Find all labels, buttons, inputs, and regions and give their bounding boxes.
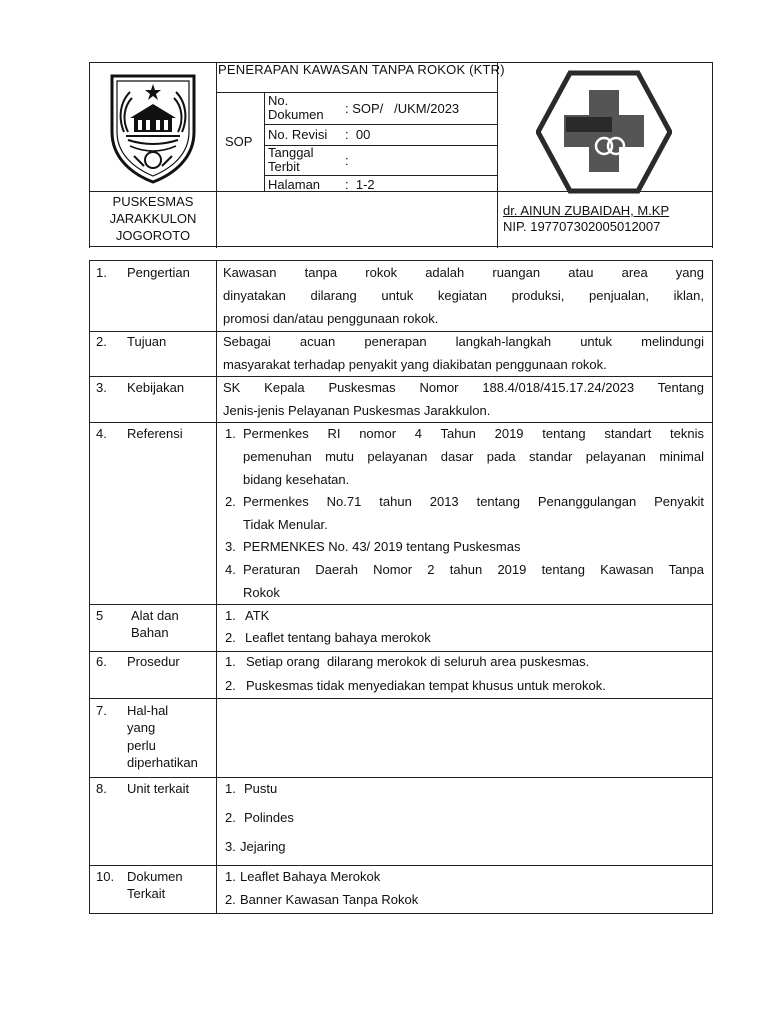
- row-content-line: masyarakat terhadap penyakit yang diakibatan penggunaan rokok.: [223, 357, 607, 372]
- regional-emblem-logo: [104, 70, 202, 186]
- row-content-line: promosi dan/atau penggunaan rokok.: [223, 311, 439, 326]
- row-label: Dokumen: [127, 869, 183, 884]
- list-item-number: 1.: [225, 608, 236, 623]
- list-item-number: 2.: [225, 630, 236, 645]
- meta-label-halaman: Halaman: [268, 177, 321, 192]
- row-content-line: dinyatakan dilarang untuk kegiatan produksi, penjualan, iklan,: [223, 288, 704, 303]
- list-item-text: Leaflet Bahaya Merokok: [240, 869, 381, 884]
- list-item-line: PERMENKES No. 43/ 2019 tentang Puskesmas: [243, 539, 521, 554]
- row-label: Referensi: [127, 426, 183, 441]
- row-number: 3.: [96, 380, 107, 395]
- row-number: 2.: [96, 334, 107, 349]
- list-item-number: 3.: [225, 839, 236, 854]
- row-number: 5: [96, 608, 104, 623]
- row-content-line: Kawasan tanpa rokok adalah ruangan atau area yang: [223, 265, 704, 280]
- row-label: Prosedur: [127, 654, 180, 669]
- row-number: 10.: [96, 869, 115, 884]
- row-label: perlu: [127, 738, 156, 753]
- list-item-line: Peraturan Daerah Nomor 2 tahun 2019 tentang Kawasan Tanpa: [243, 562, 704, 577]
- org-name-line-3: JOGOROTO: [115, 228, 191, 243]
- list-item-number: 1.: [225, 654, 236, 669]
- list-item-text: ATK: [245, 608, 270, 623]
- signer-nip: NIP. 197707302005012007: [503, 219, 661, 234]
- row-number: 6.: [96, 654, 107, 669]
- row-number: 7.: [96, 703, 107, 718]
- document-title: PENERAPAN KAWASAN TANPA ROKOK (KTR): [218, 62, 505, 77]
- list-item-text: Puskesmas tidak menyediakan tempat khusus untuk merokok.: [246, 678, 606, 693]
- list-item-text: Polindes: [244, 810, 294, 825]
- list-item-line: Permenkes RI nomor 4 Tahun 2019 tentang standart teknis: [243, 426, 704, 441]
- row-label: Kebijakan: [127, 380, 185, 395]
- list-item-line: Tidak Menular.: [243, 517, 328, 532]
- list-item-line: bidang kesehatan.: [243, 472, 350, 487]
- list-item-number: 1.: [225, 869, 236, 884]
- org-name-line-2: JARAKKULON: [109, 211, 197, 226]
- row-number: 4.: [96, 426, 107, 441]
- list-item-number: 2.: [225, 678, 236, 693]
- list-item-number: 4.: [225, 562, 236, 577]
- meta-value-halaman: : 1-2: [345, 177, 375, 192]
- list-item-number: 2.: [225, 810, 236, 825]
- row-label: Tujuan: [127, 334, 167, 349]
- list-item-line: Permenkes No.71 tahun 2013 tentang Penanggulangan Penyakit: [243, 494, 704, 509]
- list-item-text: Setiap orang dilarang merokok di seluruh area puskesmas.: [246, 654, 590, 669]
- list-item-line: Rokok: [243, 585, 280, 600]
- meta-label-no-dokumen: No. Dokumen: [268, 93, 324, 122]
- row-label: Pengertian: [127, 265, 190, 280]
- puskesmas-logo: [536, 70, 672, 194]
- row-label: Hal-hal: [127, 703, 169, 718]
- row-label: Terkait: [127, 886, 166, 901]
- list-item-number: 1.: [225, 781, 236, 796]
- list-item-text: Jejaring: [240, 839, 286, 854]
- row-label: Bahan: [131, 625, 169, 640]
- list-item-number: 2.: [225, 892, 236, 907]
- signer-name: dr. AINUN ZUBAIDAH, M.KP: [503, 203, 670, 218]
- row-content-line: SK Kepala Puskesmas Nomor 188.4/018/415.17.24/2023 Tentang: [223, 380, 704, 395]
- list-item-number: 2.: [225, 494, 236, 509]
- list-item-number: 1.: [225, 426, 236, 441]
- meta-value-no-revisi: : 00: [345, 127, 371, 142]
- meta-value-tanggal-terbit: :: [345, 153, 349, 168]
- row-number: 1.: [96, 265, 107, 280]
- list-item-text: Pustu: [244, 781, 278, 796]
- row-label: diperhatikan: [127, 755, 198, 770]
- meta-label-no-revisi: No. Revisi: [268, 127, 328, 142]
- row-label: Alat dan: [131, 608, 179, 623]
- list-item-number: 3.: [225, 539, 236, 554]
- row-number: 8.: [96, 781, 107, 796]
- org-name-line-1: PUSKESMAS: [112, 194, 194, 209]
- list-item-text: Leaflet tentang bahaya merokok: [245, 630, 431, 645]
- meta-value-no-dokumen: : SOP/ /UKM/2023: [345, 101, 460, 116]
- row-content-line: Sebagai acuan penerapan langkah-langkah untuk melindungi: [223, 334, 704, 349]
- list-item-text: Banner Kawasan Tanpa Rokok: [240, 892, 419, 907]
- row-content-line: Jenis-jenis Pelayanan Puskesmas Jarakkulon.: [223, 403, 491, 418]
- list-item-line: pemenuhan mutu pelayanan dasar pada standar pelayanan minimal: [243, 449, 704, 464]
- row-label: Unit terkait: [127, 781, 190, 796]
- row-label: yang: [127, 720, 156, 735]
- sop-label: SOP: [225, 134, 253, 149]
- meta-label-tanggal-terbit: Tanggal Terbit: [268, 145, 314, 174]
